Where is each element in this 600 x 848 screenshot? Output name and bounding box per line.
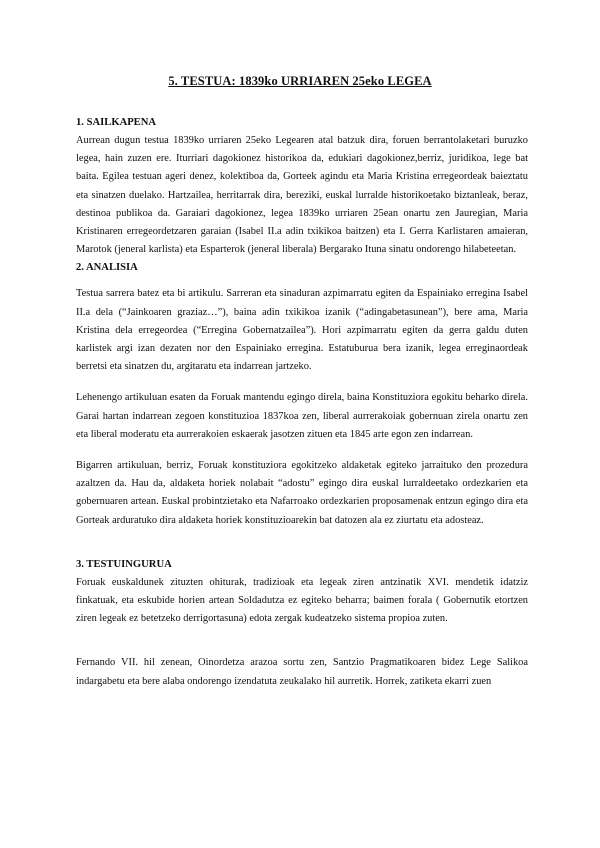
paragraph: Lehenengo artikuluan esaten da Foruak mantendu egingo direla, baina Konstituziora egokitu beharko direla. Garai hartan indarrean zegoen konstituzioa 1837koa zen, liberal aurrerakoiak gobernuan zirela onartu zen eta liberal moderatu eta aurrerakoien eskaerak jasotzen zituen eta 1845 arte egon zen indarrean. <box>76 392 528 440</box>
section-heading: 3. TESTUINGURUA <box>76 558 172 570</box>
section-heading: 1. SAILKAPENA <box>76 117 157 128</box>
paragraph: Fernando VII. hil zenean, Oinordetza arazoa sortu zen, Santzio Pragmatikoaren bidez Lege Salikoa indargabetu eta bere alaba ondorengo izendatuta zeukalako hil aurretik. Horrek, zatiketa ekarri zuen <box>76 657 528 687</box>
paragraph: Bigarren artikuluan, berriz, Foruak konstituziora egokitzeko aldaketak egiteko jarraituko den prozedura azaltzen da. Hau da, aldaketa horiek nolabait “adostu” egingo dira euskal lurraldeetako ordezkarien eta gobernuaren artean. Euskal probintzietako eta Nafarroako ordezkarien proposamenak entzun egingo dira eta Gorteak arduratuko dira aldaketa horiek konstituzioarekin bat datozen ala ez ziurtatu eta adosteaz. <box>76 460 528 526</box>
document-title: 5. TESTUA: 1839ko URRIAREN 25eko LEGEA <box>168 74 432 88</box>
section-heading: 2. ANALISIA <box>76 262 138 274</box>
paragraph: Aurrean dugun testua 1839ko urriaren 25eko Legearen atal batzuk dira, foruen berrantolaketari buruzko legea, hain zuzen ere. Iturriari dagokionez historikoa da, edukiari dagokionez,berriz, juridikoa, lege bat baita. Egilea testuan ageri denez, kolektiboa da, Gorteek agindu eta Maria Kristina erregeordeak baieztatu eta sinatzen duelako. Hartzailea, herritarrak dira, bereziki, euskal lurralde historikoetako biztanleak, beraz, destinoa publikoa da. Garaiari dagokionez, legea 1839ko urriaren 25ean onartu zen Jauregian, Maria Kristinaren erregeordetzaren garaian (Isabel II.a adin txikikoa baitzen) eta I. Gerra Karlistaren amaieran, Marotok (jeneral karlista) eta Esparterok (jeneral liberala) Bergarako Ituna sinatu ondorengo hilabeteetan. <box>76 135 528 256</box>
section-sailkapena <box>76 114 528 259</box>
paragraph: Testua sarrera batez eta bi artikulu. Sarreran eta sinaduran azpimarratu egiten da Espainiako erregina Isabel II.a dela (“Jainkoaren graziaz…”), baina adin txikikoa izanik (“adingabetasunean”), bere ama, Maria Kristina dela erregeordea (“Erregina Gobernatzailea”). Hori azpimarratu egiten da gerra galdu duten karlistek argi izan dezaten nor den Espainiako erregina. Estatuburua bera izanik, legea erreginaordeak berretsi eta sinatzen du, argitaratu eta indarrean jartzeko. <box>76 288 528 373</box>
section-testuingurua <box>76 556 528 691</box>
section-analisia <box>76 259 528 529</box>
paragraph: Foruak euskaldunek zituzten ohiturak, tradizioak eta legeak ziren antzinatik XVI. mendetik idatziz finkatuak, eta eskubide horien artean Soldadutza ez egiteko beharra; baimen forala ( Gobernutik etortzen ziren legeak ez betetzeko derrigortasuna) edota zergak kudeatzeko sistema propioa zuten. <box>76 576 528 625</box>
document-body <box>76 114 528 691</box>
